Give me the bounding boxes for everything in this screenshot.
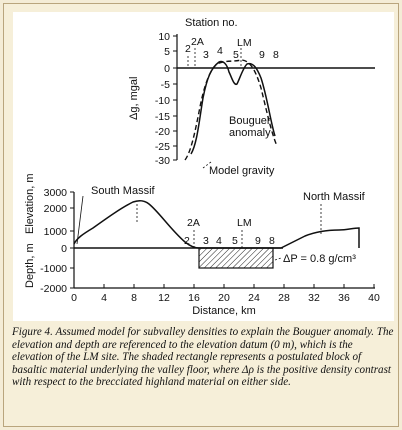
figure-frame [3,3,399,427]
top-ytick-minus15: -15 [154,111,170,123]
bottom-ytick-0: 0 [61,243,67,255]
xtick-8: 8 [131,292,137,304]
top-ytick-minus25: -25 [154,141,170,153]
bottom-station-lm: LM [237,217,252,229]
station-no-title: Station no. [185,17,238,29]
bottom-station-2: 2 [184,235,190,247]
top-ytick-0: 0 [164,63,170,75]
bottom-y-label-depth: Depth, m [24,243,36,288]
figure-graphic [13,12,394,321]
bottom-ytick-minus1000: -1000 [40,263,67,275]
bottom-station-9: 9 [255,235,261,247]
top-station-2: 2 [185,43,191,55]
bottom-y-label-elevation: Elevation, m [24,173,36,234]
top-ytick-minus5: -5 [160,79,170,91]
bottom-station-3: 3 [203,235,209,247]
xtick-20: 20 [218,292,230,304]
xtick-4: 4 [101,292,107,304]
model-gravity-label: Model gravity [209,165,275,177]
xtick-24: 24 [248,292,260,304]
top-y-label: Δg, mgal [128,76,140,120]
xtick-16: 16 [188,292,200,304]
top-ytick-minus10: -10 [154,95,170,107]
top-station-lm: LM [237,37,252,49]
top-station-2a: 2A [191,36,204,48]
bottom-ytick-2000: 2000 [43,203,67,215]
bottom-ytick-minus2000: -2000 [40,283,67,295]
top-ytick-minus30: -30 [154,155,170,167]
bouguer-label-1: Bouguer [229,115,271,127]
density-label: ΔP = 0.8 g/cm³ [283,253,356,265]
xtick-0: 0 [71,292,77,304]
figure-panel [13,12,394,321]
top-station-9: 9 [259,49,265,61]
north-massif-label: North Massif [303,191,365,203]
bouguer-anomaly-curve [191,61,275,154]
xtick-36: 36 [338,292,350,304]
bottom-station-4: 4 [216,235,222,247]
bottom-station-2a: 2A [187,217,200,229]
xtick-32: 32 [308,292,320,304]
top-station-8: 8 [273,49,279,61]
xtick-40: 40 [368,292,380,304]
bottom-station-5: 5 [232,235,238,247]
top-station-5: 5 [233,49,239,61]
bottom-station-8: 8 [269,235,275,247]
bottom-x-label: Distance, km [192,305,256,317]
top-ytick-10: 10 [158,31,170,43]
xtick-12: 12 [158,292,170,304]
bottom-ytick-1000: 1000 [43,226,67,238]
density-block [199,248,273,268]
top-station-3: 3 [203,49,209,61]
top-ytick-minus20: -20 [154,126,170,138]
south-massif-label: South Massif [91,185,155,197]
bouguer-label-2: anomaly [229,127,271,139]
top-station-4: 4 [217,45,223,57]
density-leader [275,258,281,260]
figure-caption: Figure 4. Assumed model for subvalley densities to explain the Bouguer anomaly. The elevation and depth are referenced to the elevation datum (0 m), which is the elevation of the LM site. The shaded rectangle represents a postulated block of basaltic material underlying the valley floor, where Δρ is the positive density contrast with respect to the brecciated highland material on either side. [12,326,394,388]
bottom-ytick-3000: 3000 [43,187,67,199]
top-ytick-5: 5 [164,46,170,58]
xtick-28: 28 [278,292,290,304]
